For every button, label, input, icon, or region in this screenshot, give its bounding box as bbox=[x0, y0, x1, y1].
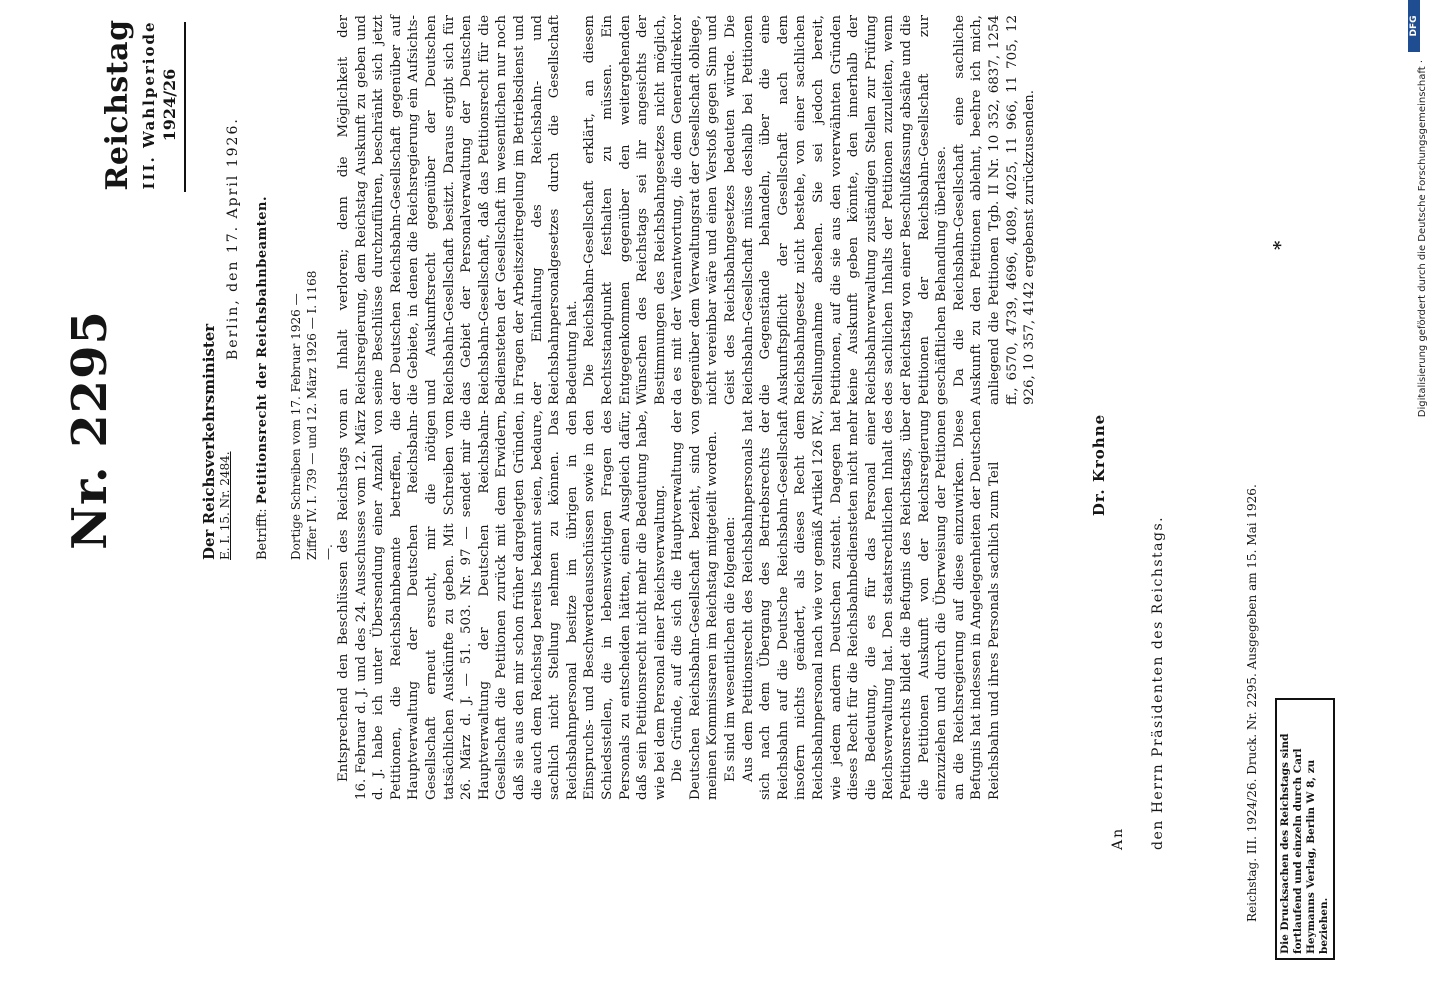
document-number: Nr. 2295 bbox=[62, 310, 118, 550]
body-column-right bbox=[335, 15, 1039, 405]
paragraph: Es sind im wesentlichen die folgenden: bbox=[723, 516, 739, 782]
address-an: An bbox=[1110, 826, 1126, 850]
subject-label: Betrifft: bbox=[255, 508, 270, 560]
dfg-logo: DFG bbox=[1408, 0, 1420, 52]
subject-text: Petitionsrecht der Reichsbahnbeamten. bbox=[255, 195, 270, 505]
paragraph: Die Gründe, auf die sich die Hauptverwaltung der Deutschen Reichsbahn-Gesellschaft bezieht, sind von meinen Kommissaren im Reichstag mitgeteilt worden. bbox=[670, 410, 721, 800]
address-recipient: den Herrn Präsidenten des Reichstags. bbox=[1150, 515, 1166, 850]
header-divider bbox=[184, 22, 186, 192]
date-line: Berlin, den 17. April 1926. bbox=[225, 117, 241, 360]
paragraph: Da die Reichsbahn-Gesellschaft eine sachliche Auskunft zu den Petitionen ablehnt, beehre ich mich, anliegend die Petitionen Tgb. II Nr. 10 352, 6837, 1254 ff., 6570, 4739, 4696, 4089, 4025, 11 966, 11 705, 12 926, 10 357, 4142 ergebenst zurückzusenden. bbox=[951, 15, 1038, 405]
paragraph: an Inhalt verloren; denn die Möglichkeit der Reichsregierung, dem Reichstag Auskunft zu geben und seine Beschlüsse durchzuführen, beschränkt sich jetzt der Deutschen Reichsbahn-Gesellschaft gegenüber auf die Gebiete, in denen die Reichsregierung ein Aufsichts- und Auskunftsrecht gegenüber der Deutschen Reichsbahn-Gesellschaft besitzt. Daraus ergibt sich für das Gebiet der Personalverwaltung der Deutschen Reichsbahn-Gesellschaft, daß das Petitionsrecht für die Bediensteten der Gesellschaft im wesentlichen nur noch in Fragen der Arbeitszeitregelung im Betriebsdienst und der Einhaltung des Reichsbahn- und Reichsbahnpersonalgesetzes durch die Gesellschaft Bedeutung hat. bbox=[336, 15, 580, 405]
publisher-notice: Die Drucksachen des Reichstags sind fortlaufend und einzeln durch Carl Heymanns Verlag, Berlin W 8, zu beziehen. bbox=[1275, 698, 1335, 960]
header-title: Reichstag bbox=[100, 19, 135, 191]
subject-line bbox=[255, 196, 270, 560]
footer-star: * bbox=[1270, 240, 1291, 250]
body-column-left bbox=[335, 410, 1004, 800]
signature: Dr. Krohne bbox=[1090, 413, 1108, 517]
period-label: III. Wahlperiode bbox=[140, 20, 158, 190]
paragraph: Die Reichsbahn-Gesellschaft erklärt, an diesem Rechtsstandpunkt festhalten zu müssen. Ein Entgegenkommen gegenüber den weitergehenden Wünschen des Reichstags sei ihr angesichts der Bestimmungen des Reichsbahngesetzes nicht möglich, da es mit der Verantwortung, die dem Generaldirektor gegenüber dem Verwaltungsrat der Gesellschaft obliege, nicht vereinbar wäre und einen Verstoß gegen Sinn und Geist des Reichsbahngesetzes bedeuten würde. Die Reichsbahn-Gesellschaft müsse deshalb bei Petitionen die Gegenstände behandeln, über die eine Auskunftspflicht der Gesellschaft nach dem Reichsbahngesetz nicht bestehe, von einer sachlichen Stellungnahme absehen. Sie sei jedoch bereit, Petitionen, auf die sie aus den vorerwähnten Gründen keine Auskunft geben könnte, den innerhalb der Reichsbahnverwaltung zuständigen Stellen zur Prüfung des sachlichen Inhalts der Petitionen zuzuleiten, wenn der Reichstag von einer Beschlußfassung absähe und die Petitionen der Reichsbahn-Gesellschaft zur geschäftlichen Behandlung überlasse. bbox=[582, 15, 950, 405]
period-years: 1924/26 bbox=[160, 68, 179, 142]
footer-print-info: Reichstag. III. 1924/26. Druck. Nr. 2295. Ausgegeben am 15. Mai 1926. bbox=[1245, 484, 1259, 922]
sender-reference: E. I. 15. Nr. 2484. bbox=[218, 451, 232, 560]
paragraph: Entsprechend den Beschlüssen des Reichstags vom 16. Februar d. J. und des 24. Ausschusses vom 12. März d. J. habe ich unter Übersendung einer Anzahl von Petitionen, die Reichsbahnbeamte betreffen, die Hauptverwaltung der Deutschen Reichsbahn-Gesellschaft erneut ersucht, mir die nötigen tatsächlichen Auskünfte zu geben. Mit Schreiben vom 26. März d. J. — 51. 503. Nr. 97 — sendet mir die Hauptverwaltung der Deutschen Reichsbahn-Gesellschaft die Petitionen zurück mit dem Erwidern, daß sie aus den mir schon früher dargelegten Gründen, die auch dem Reichstag bereits bekannt seien, bedaure, sachlich nicht Stellung nehmen zu können. Das Reichsbahnpersonal besitze im übrigen in den Einspruchs- und Beschwerdeausschüssen sowie in den Schiedsstellen, die in lebenswichtigen Fragen des Personals zu entscheiden hätten, einen Ausgleich dafür, daß sein Petitionsrecht nicht mehr die Bedeutung habe, wie bei dem Personal einer Reichsverwaltung. bbox=[336, 410, 668, 800]
digitization-note: Digitalisierung gefördert durch die Deutsche Forschungsgemeinschaft · bbox=[1417, 60, 1428, 418]
paragraph: Aus dem Petitionsrecht des Reichsbahnpersonals hat sich nach dem Übergang des Betriebsrechts der Reichsbahn auf die Deutsche Reichsbahn-Gesellschaft insofern nichts geändert, als dieses Recht dem Reichsbahnpersonal nach wie vor gemäß Artikel 126 RV., wie jedem andern Deutschen zusteht. Dagegen hat dieses Recht für die Reichsbahnbediensteten nicht mehr die Bedeutung, die es für das Personal einer Reichsverwaltung hat. Den staatsrechtlichen Inhalt des Petitionsrechts bildet die Befugnis des Reichstags, über die Petitionen Auskunft von der Reichsregierung einzuziehen und durch die Überweisung der Petitionen an die Reichsregierung auf diese einzuwirken. Diese Befugnis hat indessen in Angelegenheiten der Deutschen Reichsbahn und ihres Personals sachlich zum Teil bbox=[740, 410, 1002, 800]
sender-name: Der Reichsverkehrsminister bbox=[200, 323, 218, 560]
previous-letters: Dortige Schreiben vom 17. Februar 1926 — Ziffer IV. I. 739 — und 12. März 1926 — I. 1168 —. bbox=[289, 270, 335, 560]
